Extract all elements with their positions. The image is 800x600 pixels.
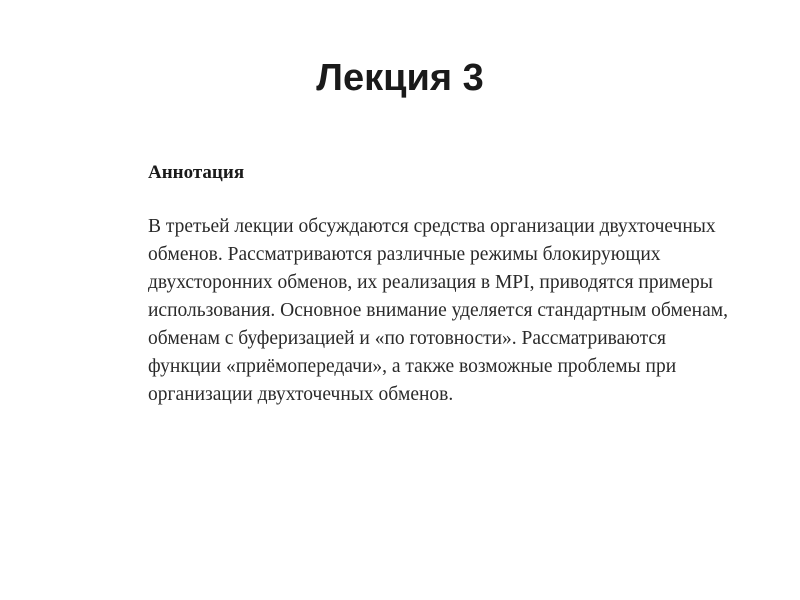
annotation-line: двухсторонних обменов, их реализация в MPI, приводятся примеры <box>148 272 713 293</box>
annotation-line: обменам с буферизацией и «по готовности». Рассматриваются <box>148 328 666 349</box>
slide-title: Лекция 3 <box>316 57 484 99</box>
annotation-heading: Аннотация <box>148 162 245 183</box>
annotation-line: использования. Основное внимание уделяется стандартным обменам, <box>148 300 728 321</box>
annotation-body <box>148 213 778 409</box>
annotation-line: функции «приёмопередачи», а также возможные проблемы при <box>148 356 677 377</box>
annotation-line: В третьей лекции обсуждаются средства организации двухточечных <box>148 216 716 237</box>
annotation-line: организации двухточечных обменов. <box>148 384 454 405</box>
annotation-line: обменов. Рассматриваются различные режимы блокирующих <box>148 244 661 265</box>
